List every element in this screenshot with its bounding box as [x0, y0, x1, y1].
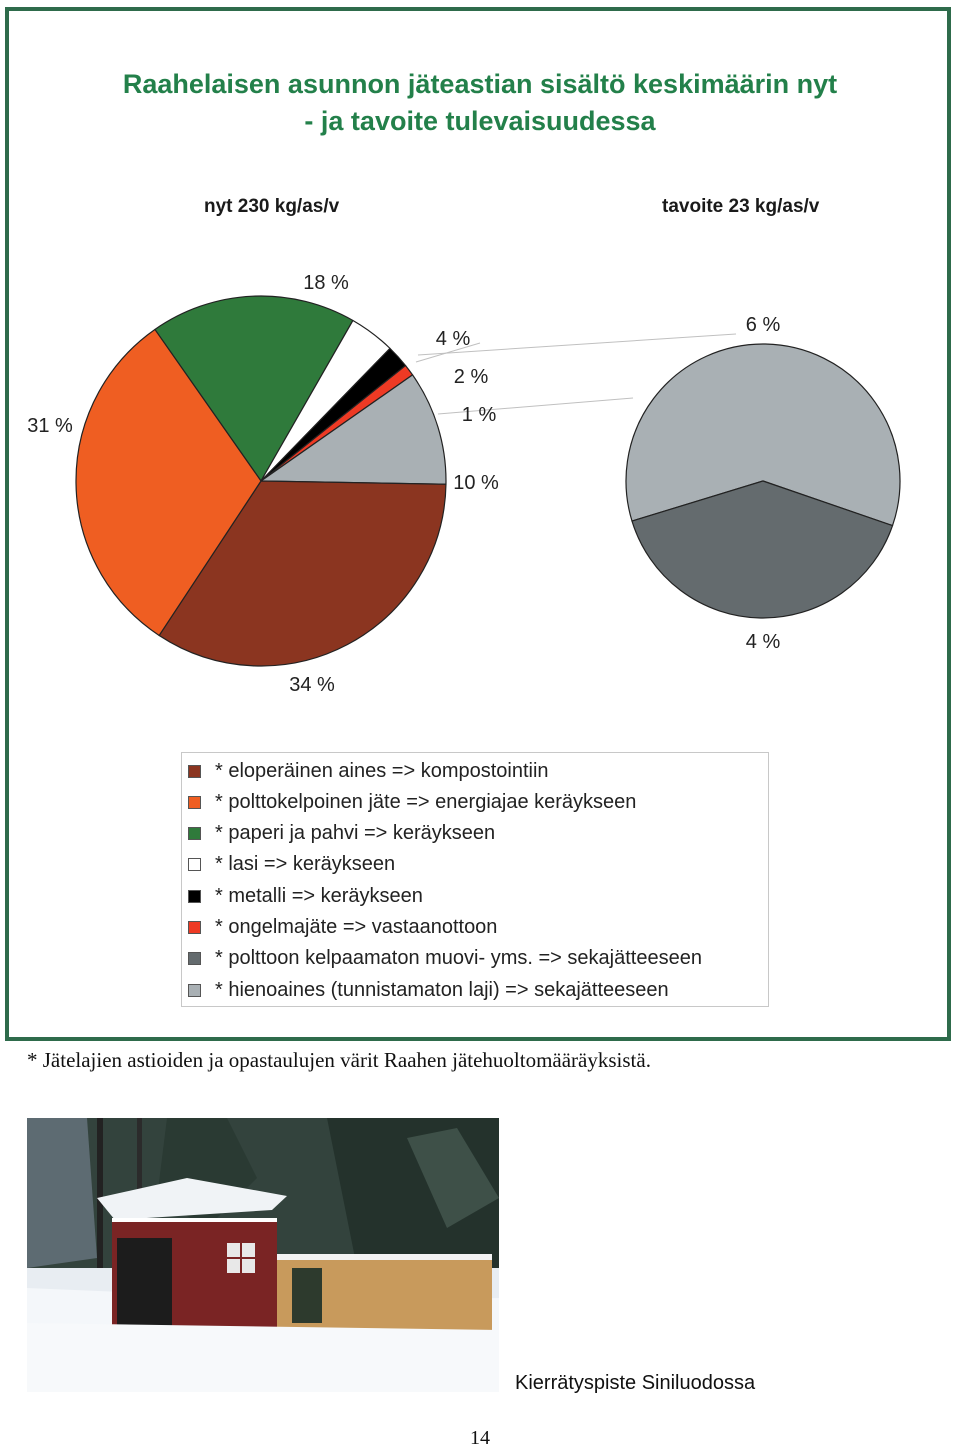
legend-swatch: [188, 921, 201, 934]
pie-left: [76, 296, 446, 666]
legend-swatch: [188, 984, 201, 997]
pie-left-label-polttokelpoinen-j-te-energiajae-ker-ykseen: 31 %: [27, 415, 73, 437]
pie-left-label-paperi-ja-pahvi-ker-ykseen: 18 %: [303, 272, 349, 294]
pie-left-label-lasi-ker-ykseen: 4 %: [435, 328, 471, 350]
pie-left-label-metalli-ker-ykseen: 2 %: [453, 366, 489, 388]
pie-right-label-hienoaines-tunnistamaton-laji-sekaj-tteeseen: 6 %: [745, 314, 781, 336]
legend-item: [188, 945, 702, 973]
pie-right: [626, 344, 900, 618]
pie-left-label-ongelmaj-te-vastaanottoon: 1 %: [461, 404, 497, 426]
legend-item: [188, 976, 669, 1004]
legend-label: * polttoon kelpaamaton muovi- yms. => sekajätteeseen: [215, 947, 702, 970]
footnote: * Jätelajien astioiden ja opastaulujen värit Raahen jätehuoltomääräyksistä.: [27, 1048, 651, 1072]
chart-title-line1: Raahelaisen asunnon jäteastian sisältö keskimäärin nyt: [122, 69, 838, 99]
legend-item: [188, 851, 395, 879]
legend-label: * eloperäinen aines => kompostointiin: [215, 759, 549, 782]
legend-label: * metalli => keräykseen: [215, 884, 423, 907]
legend-label: * paperi ja pahvi => keräykseen: [215, 822, 496, 845]
legend-label: * lasi => keräykseen: [215, 853, 396, 876]
legend: [181, 752, 769, 1007]
legend-item: [188, 914, 497, 942]
legend-swatch: [188, 858, 201, 871]
legend-item: [188, 788, 636, 816]
chart-title-line2: - ja tavoite tulevaisuudessa: [304, 106, 656, 136]
legend-swatch: [188, 765, 201, 778]
legend-item: [188, 820, 495, 848]
pie-left-label-eloper-inen-aines-kompostointiin: 34 %: [289, 674, 335, 696]
legend-label: * polttokelpoinen jäte => energiajae keräykseen: [215, 790, 637, 813]
page-number: 14: [470, 1427, 490, 1449]
legend-label: * ongelmajäte => vastaanottoon: [215, 916, 498, 938]
left-pie-subtitle: nyt 230 kg/as/v: [204, 196, 340, 217]
pie-right-label-polttoon-kelpaamaton-muovi-yms-sekaj-tteeseen: 4 %: [745, 631, 781, 653]
legend-item: [188, 882, 423, 910]
recycling-point-photo: [27, 1118, 499, 1392]
pie-left-label-hienoaines-tunnistamaton-laji-sekaj-tteeseen: 10 %: [453, 472, 499, 494]
legend-label: * hienoaines (tunnistamaton laji) => sekajätteeseen: [215, 978, 669, 1001]
right-pie-subtitle: tavoite 23 kg/as/v: [662, 196, 820, 217]
photo-caption: Kierrätyspiste Siniluodossa: [515, 1372, 756, 1394]
legend-swatch: [188, 827, 201, 840]
legend-swatch: [188, 796, 201, 809]
legend-item: [188, 757, 549, 785]
legend-swatch: [188, 952, 201, 965]
legend-swatch: [188, 890, 201, 903]
